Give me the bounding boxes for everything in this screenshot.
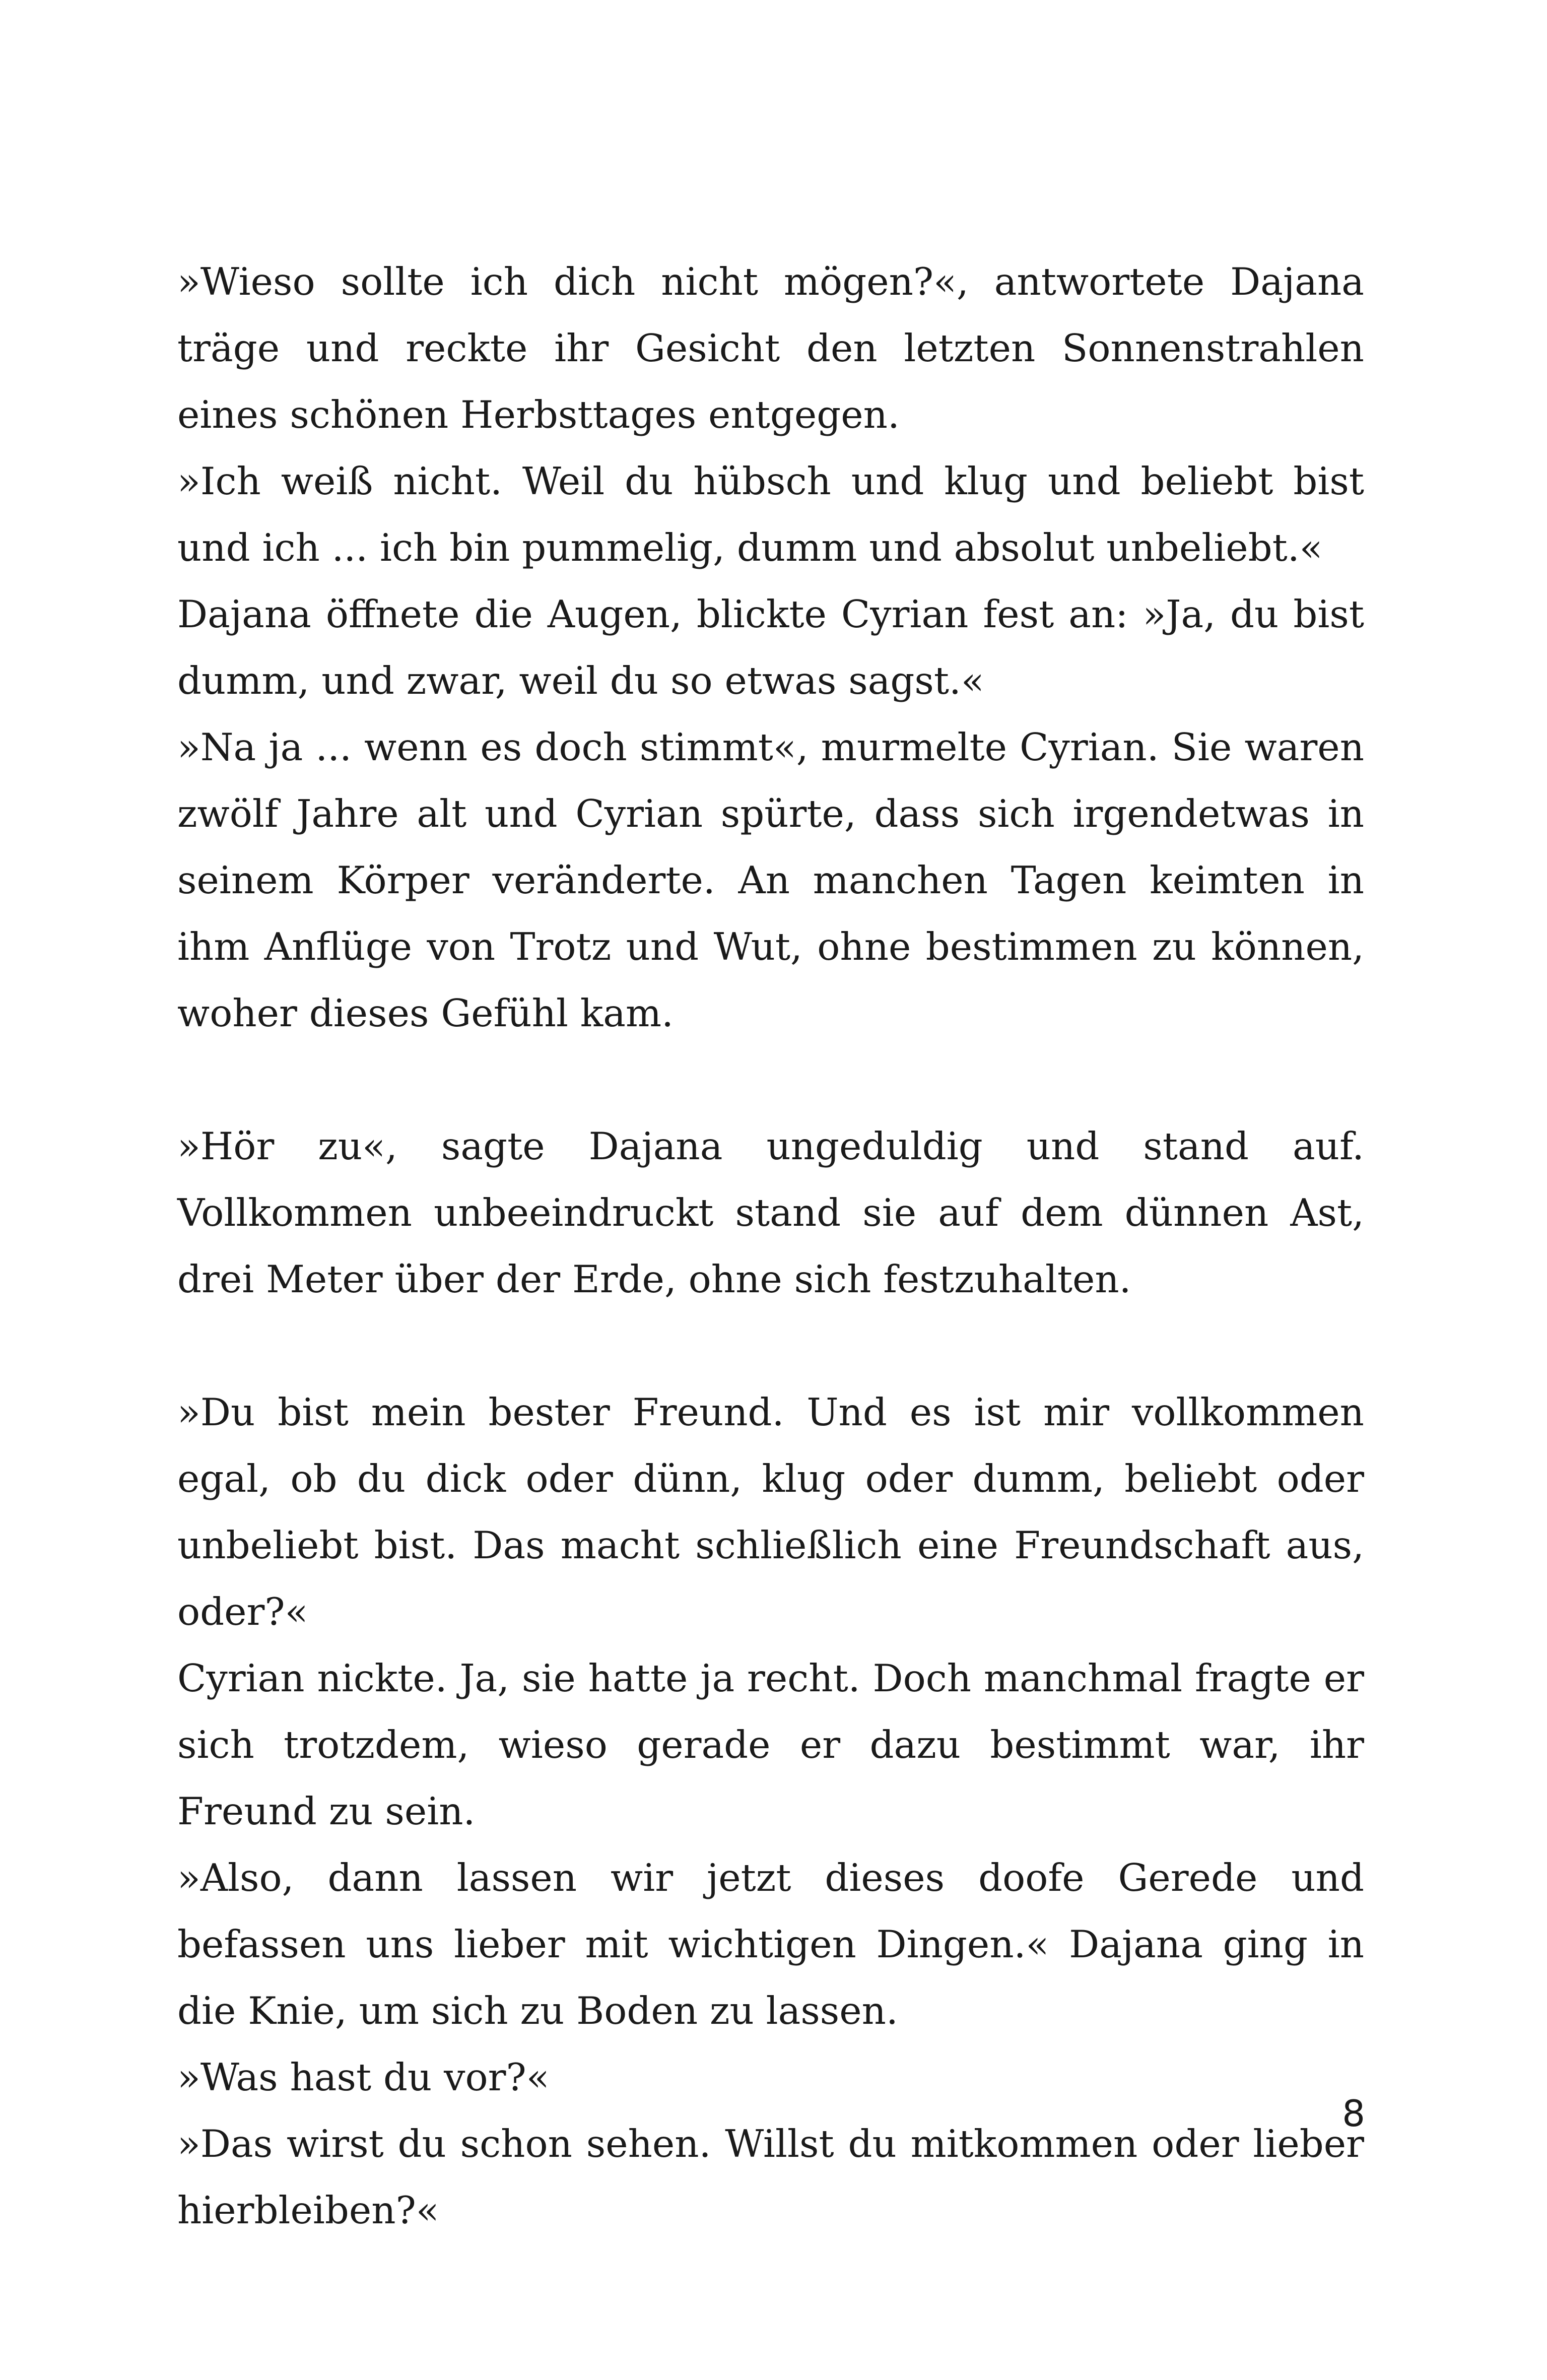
- page-number: 8: [1342, 2092, 1365, 2135]
- body-text: [177, 248, 1364, 2243]
- paragraph: »Ich weiß nicht. Weil du hübsch und klug und beliebt bist und ich ... ich bin pummelig, dumm und absolut unbeliebt.«: [177, 459, 1364, 570]
- paragraph: »Also, dann lassen wir jetzt dieses doofe Gerede und befassen uns lieber mit wichtigen Dingen.« Dajana ging in die Knie, um sich zu Boden zu lassen.: [177, 1856, 1364, 2033]
- paragraph: Dajana öffnete die Augen, blickte Cyrian fest an: »Ja, du bist dumm, und zwar, weil du so etwas sagst.«: [177, 592, 1364, 703]
- paragraph: Cyrian nickte. Ja, sie hatte ja recht. Doch manchmal fragte er sich trotzdem, wieso gerade er dazu bestimmt war, ihr Freund zu sein.: [177, 1656, 1364, 1833]
- text-section-3: [177, 1379, 1364, 2243]
- paragraph: »Wieso sollte ich dich nicht mögen?«, antwortete Dajana träge und reckte ihr Gesicht den letzten Sonnenstrahlen eines schönen Herbsttages entgegen.: [177, 259, 1364, 437]
- text-section-2: [177, 1113, 1364, 1312]
- text-section-1: [177, 248, 1364, 1046]
- paragraph: »Hör zu«, sagte Dajana ungeduldig und stand auf. Vollkommen unbeeindruckt stand sie auf dem dünnen Ast, drei Meter über der Erde, ohne sich festzuhalten.: [177, 1124, 1364, 1301]
- paragraph: »Na ja ... wenn es doch stimmt«, murmelte Cyrian. Sie waren zwölf Jahre alt und Cyrian spürte, dass sich irgendetwas in seinem Körper veränderte. An manchen Tagen keimten in ihm Anflüge von Trotz und Wut, ohne bestimmen zu können, woher dieses Gefühl kam.: [177, 725, 1364, 1035]
- paragraph: »Das wirst du schon sehen. Willst du mitkommen oder lieber hierbleiben?«: [177, 2122, 1364, 2232]
- paragraph: »Was hast du vor?«: [177, 2055, 550, 2099]
- paragraph: »Du bist mein bester Freund. Und es ist mir vollkommen egal, ob du dick oder dünn, klug oder dumm, beliebt oder unbeliebt bist. Das macht schließlich eine Freundschaft aus, oder?«: [177, 1390, 1364, 1634]
